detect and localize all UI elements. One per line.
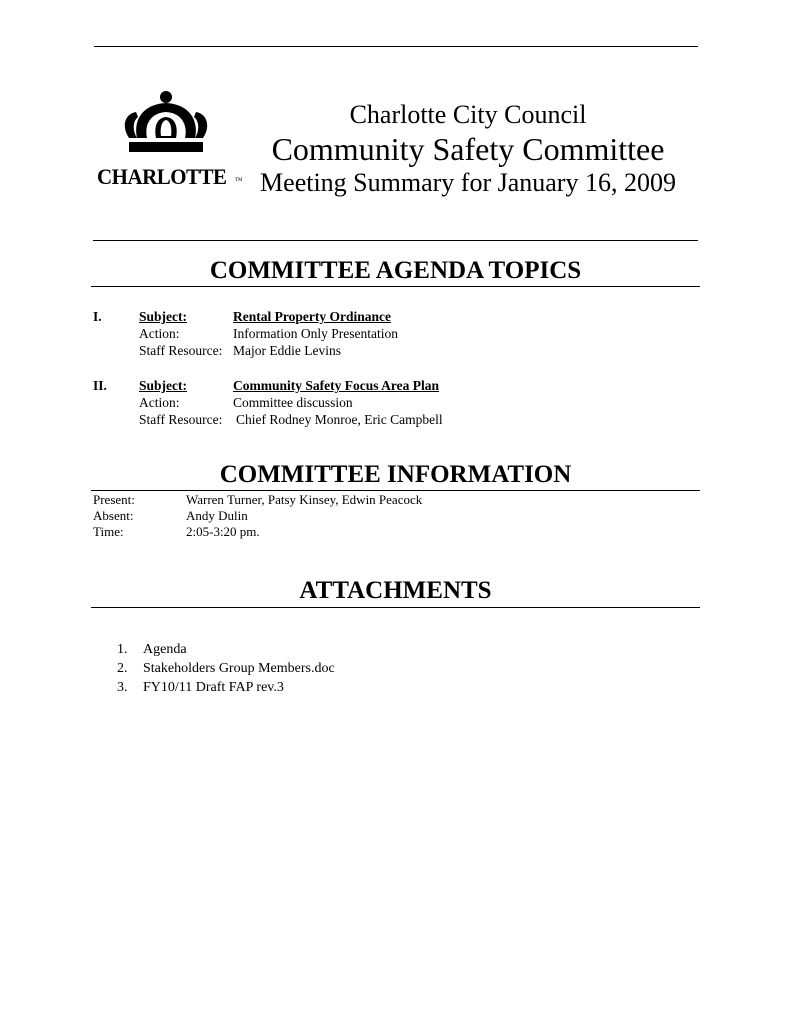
charlotte-logo [97, 90, 242, 190]
attachments-section-title: ATTACHMENTS [299, 577, 492, 604]
agenda-item-numeral: II. [93, 378, 107, 393]
information-label: Time: [93, 524, 124, 539]
agenda-section-title: COMMITTEE AGENDA TOPICS [209, 257, 582, 284]
agenda-item-action: Information Only Presentation [233, 326, 398, 341]
attachment-number: 3. [117, 680, 128, 695]
attachment-name: Stakeholders Group Members.doc [143, 661, 335, 676]
agenda-item-staff: Major Eddie Levins [233, 343, 341, 358]
attachment-number: 2. [117, 661, 128, 676]
logo-trademark: TM [235, 178, 243, 183]
attachment-number: 1. [117, 642, 128, 657]
agenda-item-subject: Rental Property Ordinance [233, 309, 391, 324]
agenda-title-rule [91, 286, 700, 287]
attachment-name: FY10/11 Draft FAP rev.3 [143, 680, 284, 695]
attachments-title-rule [91, 607, 700, 608]
agenda-item-subject-label: Subject: [139, 309, 187, 324]
agenda-item-staff-label: Staff Resource: [139, 343, 223, 358]
organization-name: Charlotte City Council [349, 100, 587, 129]
agenda-item-numeral: I. [93, 309, 102, 324]
attachment-name: Agenda [143, 642, 187, 657]
logo-wordmark: CHARLOTTE [97, 164, 227, 189]
agenda-item-subject-label: Subject: [139, 378, 187, 393]
information-title-rule [91, 490, 700, 491]
meeting-summary-date: Meeting Summary for January 16, 2009 [260, 168, 676, 197]
information-value: Warren Turner, Patsy Kinsey, Edwin Peacock [186, 492, 423, 507]
information-label: Present: [93, 492, 135, 507]
information-label: Absent: [93, 508, 134, 523]
information-value: 2:05-3:20 pm. [186, 524, 260, 539]
agenda-item-action-label: Action: [139, 326, 180, 341]
agenda-item-subject: Community Safety Focus Area Plan [233, 378, 439, 393]
committee-name: Community Safety Committee [271, 131, 665, 167]
top-rule [94, 46, 698, 47]
information-value: Andy Dulin [186, 508, 248, 523]
information-section-title: COMMITTEE INFORMATION [219, 461, 572, 488]
agenda-item-staff: Chief Rodney Monroe, Eric Campbell [236, 412, 443, 427]
agenda-item-action: Committee discussion [233, 395, 353, 410]
crown-icon [123, 90, 209, 156]
agenda-item-action-label: Action: [139, 395, 180, 410]
header-bottom-rule [93, 240, 698, 241]
agenda-item-staff-label: Staff Resource: [139, 412, 223, 427]
